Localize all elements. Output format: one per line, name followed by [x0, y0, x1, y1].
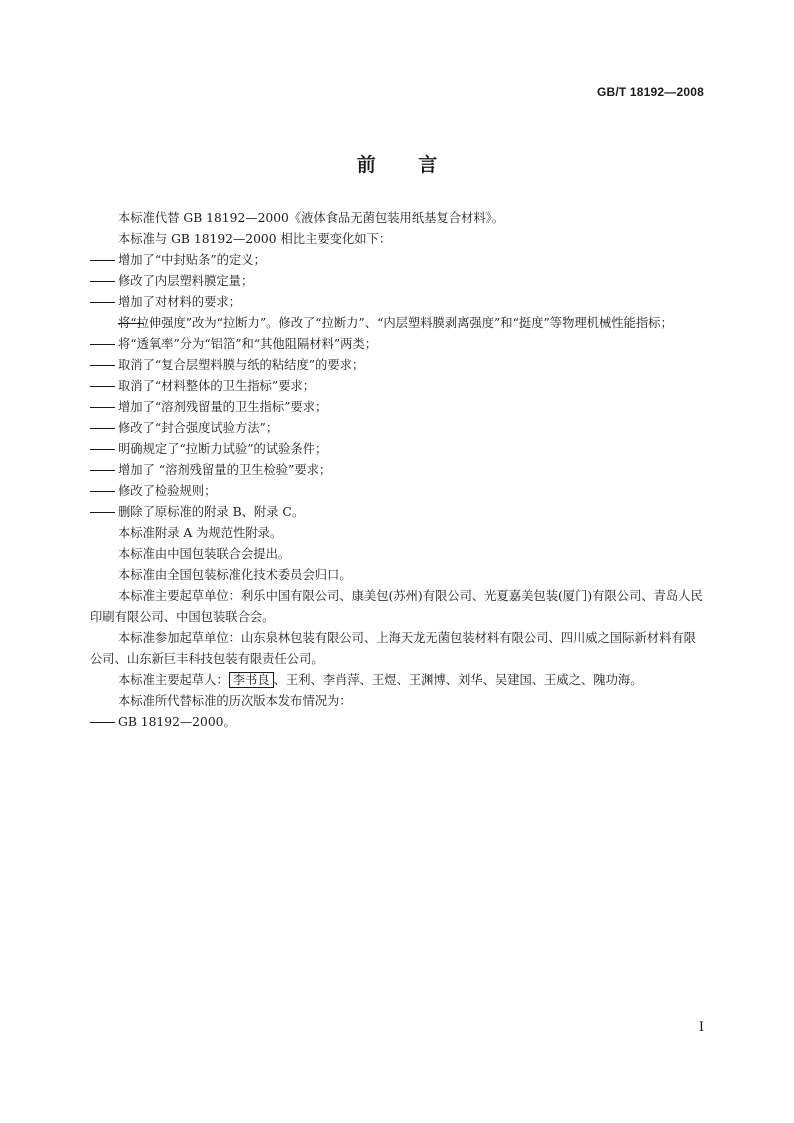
- change-item-text: 取消了“复合层塑料膜与纸的粘结度”的要求；: [118, 358, 365, 372]
- dash-mark: [90, 260, 115, 261]
- change-item: [90, 334, 706, 355]
- change-item: [90, 313, 706, 334]
- dash-mark: [90, 281, 115, 282]
- change-item-text: 修改了“封合强度试验方法”；: [118, 421, 279, 435]
- change-item-text: 将“拉伸强度”改为“拉断力”。修改了“拉断力”、“内层塑料膜剥离强度”和“挺度”等物理机械性能指标；: [118, 316, 673, 330]
- paragraph-history-intro: 本标准所代替标准的历次版本发布情况为：: [118, 694, 352, 708]
- standard-code: GB/T 18192—2008: [596, 85, 704, 99]
- change-item: [90, 271, 706, 292]
- change-item: [90, 355, 706, 376]
- history-item: [90, 712, 706, 733]
- foreword-body: [90, 208, 706, 733]
- dash-mark: [118, 323, 143, 324]
- paragraph-drafters: [90, 670, 706, 691]
- dash-mark: [90, 428, 115, 429]
- dash-mark: [90, 512, 115, 513]
- paragraph-changes-intro: 本标准与 GB 18192—2000 相比主要变化如下：: [118, 232, 392, 246]
- dash-mark: [90, 344, 115, 345]
- dash-mark: [90, 386, 115, 387]
- change-item-text: 增加了“中封贴条”的定义；: [118, 253, 266, 267]
- change-item-text: 取消了“材料整体的卫生指标”要求；: [118, 379, 316, 393]
- change-item: [90, 481, 706, 502]
- change-item: [90, 250, 706, 271]
- change-item: [90, 502, 706, 523]
- paragraph-centralized-by: 本标准由全国包装标准化技术委员会归口。: [118, 568, 352, 582]
- paragraph-annex: 本标准附录 A 为规范性附录。: [118, 526, 283, 540]
- change-item-text: 修改了检验规则；: [118, 484, 217, 498]
- change-item-text: 修改了内层塑料膜定量；: [118, 274, 254, 288]
- change-item: [90, 292, 706, 313]
- drafters-rest: 、王利、李肖萍、王煜、王渊博、刘华、吴建国、王威之、隗功海。: [273, 673, 643, 687]
- dash-mark: [90, 470, 115, 471]
- dash-mark: [90, 407, 115, 408]
- page-number: I: [698, 1020, 704, 1035]
- change-item-text: 增加了对材料的要求；: [118, 295, 241, 309]
- page-title: 前 言: [356, 154, 438, 176]
- paragraph-proposed-by: 本标准由中国包装联合会提出。: [118, 547, 291, 561]
- change-item: [90, 418, 706, 439]
- dash-mark: [90, 302, 115, 303]
- change-item: [90, 376, 706, 397]
- paragraph-replaces: 本标准代替 GB 18192—2000《液体食品无菌包装用纸基复合材料》。: [118, 211, 505, 225]
- change-item: [90, 460, 706, 481]
- change-item-text: 增加了“溶剂残留量的卫生指标”要求；: [118, 400, 328, 414]
- change-item-text: 增加了 “溶剂残留量的卫生检验”要求；: [118, 463, 332, 477]
- dash-mark: [90, 722, 115, 723]
- change-item: [90, 397, 706, 418]
- history-item-text: GB 18192—2000。: [118, 715, 236, 729]
- dash-mark: [90, 491, 115, 492]
- change-item: [90, 439, 706, 460]
- dash-mark: [90, 365, 115, 366]
- change-item-text: 将“透氧率”分为“铝箔”和“其他阻隔材料”两类；: [118, 337, 378, 351]
- dash-mark: [90, 449, 115, 450]
- change-item-text: 明确规定了“拉断力试验”的试验条件；: [118, 442, 328, 456]
- paragraph-main-drafting-units: 本标准主要起草单位：利乐中国有限公司、康美包(苏州)有限公司、光夏嘉美包装(厦门)有限公司、青岛人民印刷有限公司、中国包装联合会。: [90, 589, 703, 624]
- highlighted-drafter-name: 李书良: [229, 672, 274, 688]
- drafters-prefix: 本标准主要起草人：: [118, 673, 229, 687]
- paragraph-participating-units: 本标准参加起草单位：山东泉林包装有限公司、上海天龙无菌包装材料有限公司、四川威之国际新材料有限公司、山东新巨丰科技包装有限责任公司。: [90, 631, 696, 666]
- change-item-text: 删除了原标准的附录 B、附录 C。: [118, 505, 305, 519]
